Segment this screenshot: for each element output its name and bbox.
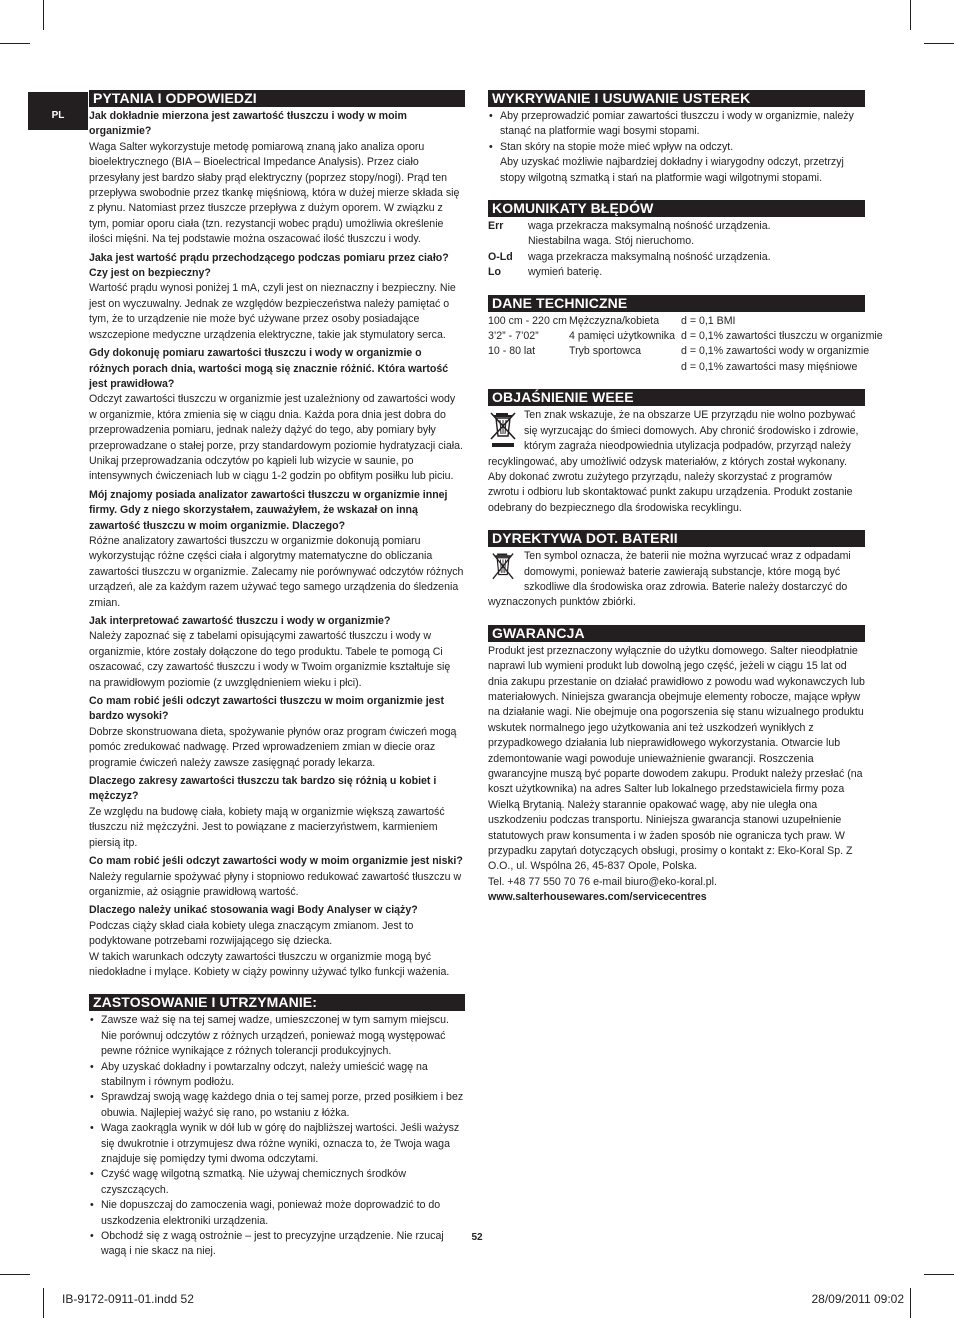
crop-mark bbox=[0, 1274, 30, 1275]
question: Dlaczego zakresy zawartości tłuszczu tak bardzo się różnią u kobiet i mężczyz? bbox=[89, 775, 437, 803]
list-item bbox=[488, 109, 865, 140]
usage-list bbox=[89, 1013, 465, 1260]
crop-mark bbox=[910, 1288, 911, 1318]
error-code: Err bbox=[488, 220, 504, 233]
list-item-text: Aby uzyskać możliwie najbardziej dokładny i wiarygodny odczyt, przetrzyj stopy wilgotną szmatką i stań na platformie wagi wilgotnymi stopami. bbox=[500, 156, 844, 184]
question: Co mam robić jeśli odczyt zawartości wody w moim organizmie jest niski? bbox=[89, 855, 463, 868]
warranty-text: Produkt jest przeznaczony wyłącznie do użytku domowego. Salter nieodpłatnie naprawi lub wymieni produkt lub dowolną jego część, jeżeli w ciągu 15 lat od dnia zakupu przestanie on działać prawidłowo z powodu wad wykonawczych lub materiałowych. Niniejsza gwarancja obejmuje elementy robocze, mające wpływ na działanie wagi. Nie obejmuje ona pogorszenia się stanu wizualnego produktu wskutek normalnego jego użytkowania ani też uszkodzeń wynikłych z przypadkowego działania lub nieprawidłowego wykorzystania. Otwarcie lub zdemontowanie wagi powoduje unieważnienie gwarancji. Roszczenia gwarancyjne muszą być poparte dowodem zakupu. Produkt należy przesłać (na koszt użytkownika) na adres Salter lub lokalnego przedstawiciela firmy poza Wielką Brytanią. Należy starannie opakować wagę, aby nie uległa ona uszkodzeniu podczas transportu. Niniejsza gwarancja stanowi uzupełnienie statutowych praw konsumenta i w żaden sposób nie ogranicza tych praw. W przypadku zapytań dotyczących obsługi, prosimy o kontakt z: Eko-Koral Sp. Z O.O., ul. Wspólna 26, 45-837 Opole, Polska. bbox=[488, 644, 865, 873]
usage-section bbox=[89, 994, 465, 1260]
error-code: Lo bbox=[488, 266, 501, 279]
error-row bbox=[488, 250, 865, 265]
tech-row bbox=[488, 344, 870, 359]
right-column bbox=[488, 90, 883, 920]
question: Jak dokładnie mierzona jest zawartość tłuszczu i wody w moim organizmie? bbox=[89, 110, 407, 138]
tech-row bbox=[488, 329, 883, 344]
language-code: PL bbox=[51, 110, 65, 121]
language-tab bbox=[28, 92, 88, 130]
warranty-heading: GWARANCJA bbox=[488, 625, 865, 642]
question: Jaka jest wartość prądu przechodzącego podczas pomiaru przez ciało? Czy jest on bezpieczny? bbox=[89, 251, 449, 280]
qa-section bbox=[89, 90, 465, 980]
tech-cell bbox=[488, 360, 569, 375]
list-item-text: Obchodź się z wagą ostrożnie – jest to precyzyjne urządzenie. Nie rzucaj wagą i nie skacz na niej. bbox=[101, 1230, 444, 1258]
error-row bbox=[488, 265, 865, 280]
question: Co mam robić jeśli odczyt zawartości tłuszczu w moim organizmie jest bardzo wysoki? bbox=[89, 695, 444, 723]
crop-mark bbox=[910, 0, 911, 30]
error-code: O-Ld bbox=[488, 250, 513, 263]
error-messages-heading: KOMUNIKATY BŁĘDÓW bbox=[488, 200, 865, 217]
list-item-text: Aby uzyskać dokładny i powtarzalny odczyt, należy umieścić wagę na stabilnym i równym podłożu. bbox=[101, 1060, 428, 1088]
answer: W takich warunkach odczyty zawartości tłuszczu w organizmie mogą być niedokładne i mylące. Kobiety w ciąży powinny używać tylko funkcji ważenia. bbox=[89, 950, 450, 978]
list-item bbox=[89, 1121, 465, 1167]
usage-heading: ZASTOSOWANIE I UTRZYMANIE: bbox=[89, 994, 465, 1011]
list-item-text: Aby przeprowadzić pomiar zawartości tłuszczu i wody w organizmie, należy stanąć na platformie wagi bosymi stopami. bbox=[500, 110, 854, 138]
warranty-url: www.salterhousewares.com/servicecentres bbox=[488, 891, 707, 904]
list-item-text: Nie dopuszczaj do zamoczenia wagi, ponieważ może doprowadzić to do uszkodzenia elektroniki urządzenia. bbox=[101, 1199, 441, 1227]
error-description-line: Niestabilna waga. Stój nieruchomo. bbox=[528, 235, 695, 248]
tech-cell: d = 0,1 BMI bbox=[681, 314, 736, 327]
qa-heading: PYTANIA I ODPOWIEDZI bbox=[89, 90, 465, 107]
weee-text: Ten znak wskazuje, że na obszarze UE przyrządu nie wolno pozbywać się wyrzucając do śmieci domowych. Aby chronić środowisko i zdrowie, którym zagraża nieodpowiednia utylizacja podpadów, przyrząd należy recyklingować, aby umożliwić odzysk materiałów, z których został wykonany. Aby dokonać zwrotu zużytego przyrządu, należy skorzystać z programów zwrotu i odbioru lub skontaktować punkt zakupu urządzenia. Produkt zostanie odebrany do bezpiecznego dla środowiska recyklingu. bbox=[488, 409, 859, 514]
tech-cell: 100 cm - 220 cm bbox=[488, 314, 567, 327]
list-item-text: Zawsze waż się na tej samej wadze, umieszczonej w tym samym miejscu. bbox=[101, 1014, 449, 1027]
crossed-bin-icon bbox=[488, 410, 518, 448]
error-row bbox=[488, 219, 865, 250]
answer: Dobrze skonstruowana dieta, spożywanie płynów oraz program ćwiczeń mogą pomóc zredukować nadwagę. Przed wprowadzeniem zmian w diecie oraz programie ćwiczeń należy zawsze zasięgnąć porady lekarza. bbox=[89, 725, 457, 769]
battery-text: Ten symbol oznacza, że baterii nie można wyrzucać wraz z odpadami domowymi, ponieważ baterie zawierają substancje, które mogą być szkodliwe dla środowiska oraz zdrowia. Baterie należy dostarczyć do wyznaczonych punktów zbiórki. bbox=[488, 550, 851, 609]
battery-heading: DYREKTYWA DOT. BATERII bbox=[488, 530, 865, 547]
answer: Ze względu na budowę ciała, kobiety mają w organizmie większą zawartość tłuszczu niż mężczyźni. Jest to powiązane z macierzyństwem, karmieniem piersią itp. bbox=[89, 805, 445, 849]
list-item bbox=[89, 1198, 465, 1229]
tech-data-section bbox=[488, 294, 883, 376]
list-item bbox=[89, 1090, 465, 1121]
warranty-contact: Tel. +48 77 550 70 76 e-mail biuro@eko-koral.pl. bbox=[488, 875, 717, 888]
list-item bbox=[488, 140, 865, 186]
troubleshooting-list bbox=[488, 109, 865, 186]
footer-date: 28/09/2011 09:02 bbox=[811, 1292, 904, 1306]
tech-row bbox=[488, 360, 865, 375]
tech-cell: 10 - 80 lat bbox=[488, 345, 536, 358]
battery-section bbox=[488, 530, 865, 611]
list-item bbox=[89, 1060, 465, 1091]
answer: Waga Salter wykorzystuje metodę pomiarową znaną jako analiza oporu bioelektrycznego (BIA – Bioelectrical Impedance Analysis). Przez ciało przesyłany jest bardzo słaby prąd elektryczny (poprzez stopy/nogi). Prąd ten przepływa swobodnie przez tkankę mięśniową, która w dużej mierze składa się z płynu. Natomiast przez tłuszcze przepływa z dużym oporem. W związku z tym, pomiar oporu ciała (tzn. rezystancji wobec prądu) umożliwia określenie ilości mięśni. Na tej podstawie można oszacować ilość tłuszczu i wody. bbox=[89, 140, 460, 246]
crop-mark bbox=[43, 1288, 44, 1318]
answer: Należy regularnie spożywać płyny i stopniowo redukować zawartość tłuszczu w organizmie, aż osiągnie prawidłową wartość. bbox=[89, 870, 462, 898]
crop-mark bbox=[924, 43, 954, 44]
tech-cell: 3’2” - 7’02” bbox=[488, 330, 539, 343]
error-description-line: waga przekracza maksymalną nośność urządzenia. bbox=[528, 220, 771, 233]
answer: Odczyt zawartości tłuszczu w organizmie jest uzależniony od zawartości wody w organizmie, która zmienia się w ciągu dnia. Każda pora dnia jest dobra do przeprowadzenia pomiaru, jednak należy dążyć do tego, aby pomiary były przeprowadzane o stałej porze, przy standardowym poziomie hydratyzacji ciała. Unikaj przeprowadzania odczytów po kąpieli lub wizycie w saunie, po intensywnych ćwiczeniach lub w ciągu 1-2 godzin po obfitym posiłku lub piciu. bbox=[89, 393, 463, 483]
question: Gdy dokonuję pomiaru zawartości tłuszczu i wody w organizmie o różnych porach dnia, wartości mogą się znacznie różnić. Która wartość jest prawidłowa? bbox=[89, 347, 449, 390]
list-item-text: Waga zaokrągla wynik w dół lub w górę do najbliższej wartości. Jeśli ważysz się dwukrotnie i otrzymujesz dwa różne wyniki, oznacza to, że Twoja waga znajduje się pomiędzy tymi dwoma odczytami. bbox=[101, 1122, 460, 1165]
question: Mój znajomy posiada analizator zawartości tłuszczu w organizmie innej firmy. Gdy z niego skorzystałem, zauważyłem, że wskazał on inną zawartość tłuszczu w moim organizmie. Dlaczego? bbox=[89, 488, 448, 532]
tech-cell bbox=[569, 360, 681, 375]
tech-cell: d = 0,1% zawartości tłuszczu w organizmie bbox=[681, 330, 883, 343]
troubleshooting-section bbox=[488, 90, 865, 186]
crop-mark bbox=[924, 1274, 954, 1275]
crop-mark bbox=[43, 0, 44, 30]
question: Jak interpretować zawartość tłuszczu i wody w organizmie? bbox=[89, 615, 391, 627]
list-item-text: Nie porównuj odczytów z różnych urządzeń, ponieważ mogą występować pewne różnice wynikające z różnych tolerancji produkcyjnych. bbox=[101, 1029, 446, 1058]
troubleshooting-heading: WYKRYWANIE I USUWANIE USTEREK bbox=[488, 90, 865, 107]
error-description: waga przekracza maksymalną nośność urządzenia. bbox=[528, 250, 771, 263]
list-item-text: Stan skóry na stopie może mieć wpływ na odczyt. bbox=[500, 140, 734, 153]
list-item-text: Sprawdzaj swoją wagę każdego dnia o tej samej porze, przed posiłkiem i bez obuwia. Najlepiej ważyć się rano, po wstaniu z łóżka. bbox=[101, 1091, 464, 1119]
crop-mark bbox=[0, 43, 30, 44]
tech-cell: Mężczyzna/kobieta bbox=[569, 314, 660, 327]
tech-row bbox=[488, 314, 865, 329]
tech-cell: Tryb sportowca bbox=[569, 345, 642, 358]
error-description bbox=[528, 219, 771, 250]
answer: Należy zapoznać się z tabelami opisującymi zawartość tłuszczu i wody w organizmie, które zostały dołączone do tego produktu. Tabele te pomogą Ci oszacować, czy zawartość tłuszczu i wody w Twoim organizmie kształtuje się na prawidłowym poziomie (z uwzględnieniem wieku i płci). bbox=[89, 630, 451, 689]
left-column bbox=[89, 90, 465, 1274]
tech-cell: 4 pamięci użytkownika bbox=[569, 330, 675, 343]
list-item bbox=[89, 1167, 465, 1198]
page-number: 52 bbox=[471, 1232, 483, 1243]
answer: Różne analizatory zawartości tłuszczu w organizmie dokonują pomiaru wykorzystując różne części ciała i algorytmy matematyczne do obliczania zawartości tłuszczu w organizmie. Zalecamy nie porównywać odczytów różnych urządzeń, ale za każdym razem używać tego samego urządzenia do śledzenia zmian. bbox=[89, 534, 464, 609]
tech-data-heading: DANE TECHNICZNE bbox=[488, 295, 865, 312]
list-item bbox=[89, 1013, 465, 1059]
crossed-bin-icon bbox=[488, 551, 518, 583]
answer: Podczas ciąży skład ciała kobiety ulega znaczącym zmianom. Jest to podyktowane potrzebami rozwijającego się dziecka. bbox=[89, 919, 414, 948]
error-messages-section bbox=[488, 200, 865, 281]
list-item-text: Czyść wagę wilgotną szmatką. Nie używaj chemicznych środków czyszczących. bbox=[101, 1168, 406, 1196]
weee-section bbox=[488, 389, 865, 516]
tech-cell: d = 0,1% zawartości wody w organizmie bbox=[681, 345, 870, 358]
warranty-section bbox=[488, 625, 865, 906]
footer-file: IB-9172-0911-01.indd 52 bbox=[62, 1292, 194, 1306]
error-description: wymień baterię. bbox=[528, 266, 603, 279]
tech-cell: d = 0,1% zawartości masy mięśniowe bbox=[681, 360, 858, 373]
answer: Wartość prądu wynosi poniżej 1 mA, czyli jest on nieznaczny i bezpieczny. Nie jest on wyczuwalny. Jednak ze względów bezpieczeństwa należy pamiętać o tym, że to urządzenie nie może być używane przez osoby posiadające wszczepione medyczne urządzenia elektryczne, takie jak stymulatory serca. bbox=[89, 282, 456, 341]
question: Dlaczego należy unikać stosowania wagi Body Analyser w ciąży? bbox=[89, 904, 418, 917]
weee-heading: OBJAŚNIENIE WEEE bbox=[488, 389, 865, 406]
